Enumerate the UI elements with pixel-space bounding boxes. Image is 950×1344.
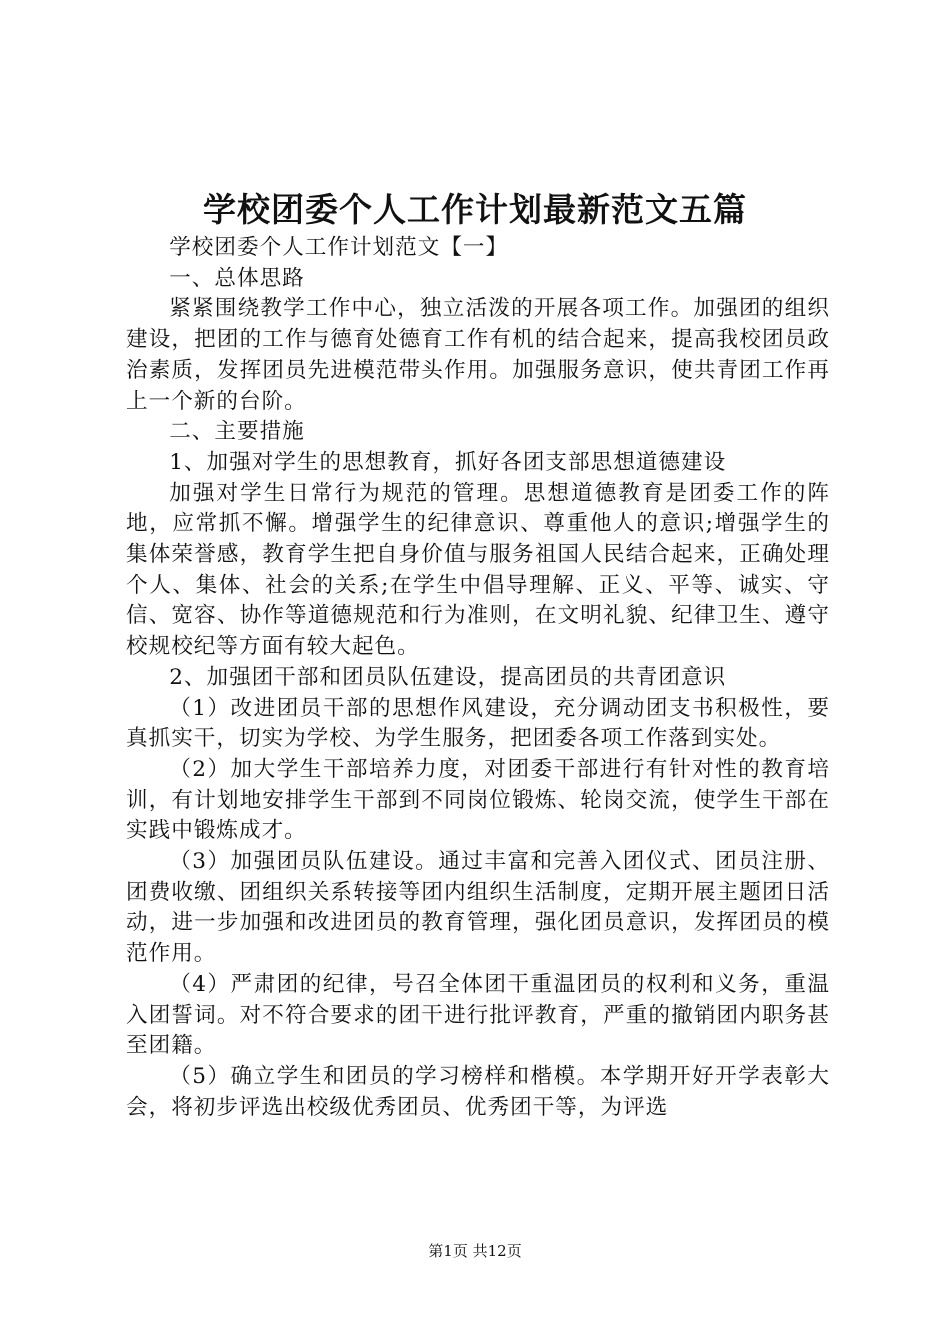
page-number-footer: 第1页 共12页 (428, 1242, 522, 1260)
paragraph: （1）改进团员干部的思想作风建设，充分调动团支书积极性，要真抓实干，切实为学校、为学生服务，把团委各项工作落到实处。 (126, 695, 830, 752)
paragraph: （5）确立学生和团员的学习榜样和楷模。本学期开好开学表彰大会，将初步评选出校级优秀团员、优秀团干等，为评选 (126, 1063, 830, 1120)
paragraph: （2）加大学生干部培养力度，对团委干部进行有针对性的教育培训，有计划地安排学生干部到不同岗位锻炼、轮岗交流，使学生干部在实践中锻炼成才。 (126, 756, 830, 844)
paragraph: （3）加强团员队伍建设。通过丰富和完善入团仪式、团员注册、团费收缴、团组织关系转接等团内组织生活制度，定期开展主题团日活动，进一步加强和改进团员的教育管理，强化团员意识，发挥团员的模范作用。 (126, 849, 830, 967)
subheading: 二、主要措施 (169, 419, 305, 445)
subheading: 一、总体思路 (169, 265, 305, 291)
subheading: 2、加强团干部和团员队伍建设，提高团员的共青团意识 (169, 664, 727, 690)
paragraph: （4）严肃团的纪律，号召全体团干重温团员的权利和义务，重温入团誓词。对不符合要求的团干进行批评教育，严重的撤销团内职务甚至团籍。 (126, 971, 830, 1059)
subheading: 1、加强对学生的思想教育，抓好各团支部思想道德建设 (169, 449, 727, 475)
section-heading: 学校团委个人工作计划范文【一】 (169, 235, 509, 260)
paragraph: 加强对学生日常行为规范的管理。思想道德教育是团委工作的阵地，应常抓不懈。增强学生的纪律意识、尊重他人的意识;增强学生的集体荣誉感，教育学生把自身价值与服务祖国人民结合起来，正确处理个人、集体、社会的关系;在学生中倡导理解、正义、平等、诚实、守信、宽容、协作等道德规范和行为准则，在文明礼貌、纪律卫生、遵守校规校纪等方面有较大起色。 (126, 480, 830, 660)
document-title: 学校团委个人工作计划最新范文五篇 (203, 190, 747, 229)
document-body (126, 233, 830, 1123)
paragraph: 紧紧围绕教学工作中心，独立活泼的开展各项工作。加强团的组织建设，把团的工作与德育处德育工作有机的结合起来，提高我校团员政治素质，发挥团员先进模范带头作用。加强服务意识，使共青团工作再上一个新的台阶。 (126, 296, 830, 414)
